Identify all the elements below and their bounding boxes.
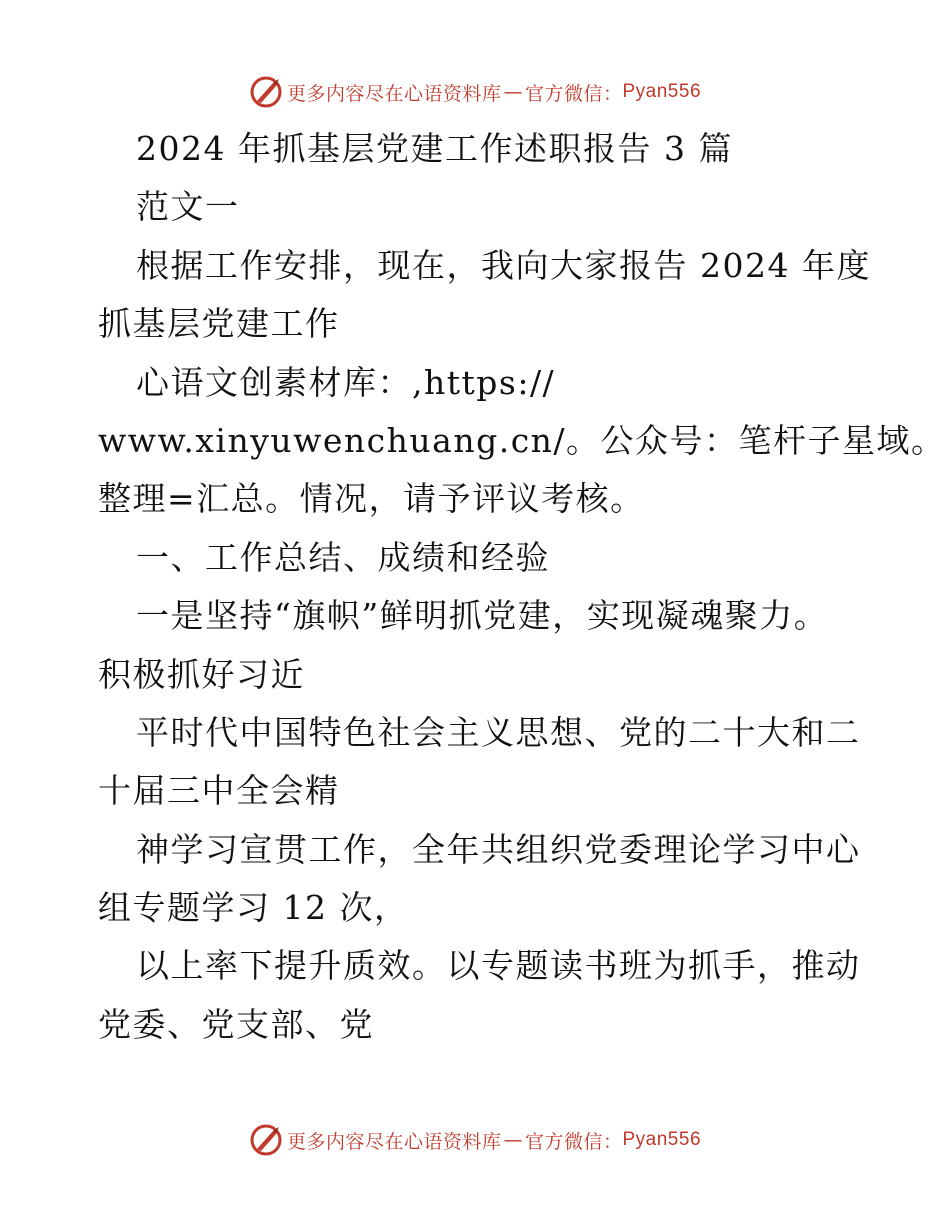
document-text-line: 平时代中国特色社会主义思想、党的二十大和二: [136, 712, 861, 752]
document-body: [98, 120, 946, 1054]
watermark-wechat-label: 官方微信：: [524, 82, 623, 105]
header-watermark: [0, 72, 950, 112]
footer-watermark: [0, 1120, 950, 1160]
watermark-wechat-label: 官方微信：: [524, 1130, 623, 1153]
document-text-line: 以上率下提升质效。以专题读书班为抓手，推动: [136, 946, 861, 986]
watermark-separator: —: [503, 1129, 523, 1151]
watermark-wechat-id: Pyan556: [622, 81, 702, 102]
watermark-main-text: 更多内容尽在心语资料库: [286, 82, 502, 105]
document-text-line: 十届三中全会精: [98, 771, 340, 811]
document-text-line: 神学习宣贯工作，全年共组织党委理论学习中心: [136, 829, 861, 869]
document-text-line: 根据工作安排，现在，我向大家报告 2024 年度: [136, 245, 871, 285]
watermark-main-text: 更多内容尽在心语资料库: [286, 1130, 502, 1153]
document-text-line: 一是坚持“旗帜”鲜明抓党建，实现凝魂聚力。: [136, 596, 829, 636]
document-text-line: 一、工作总结、成绩和经验: [136, 537, 550, 577]
document-text-line: www.xinyuwenchuang.cn/。公众号：笔杆子星域。: [98, 420, 946, 460]
document-text-line: 2024 年抓基层党建工作述职报告 3 篇: [136, 129, 733, 168]
document-text-line: 抓基层党建工作: [98, 304, 340, 344]
document-text-line: 心语文创素材库：,https://: [136, 362, 556, 402]
quill-logo-icon: [249, 75, 283, 109]
document-text-line: 积极抓好习近: [98, 654, 305, 694]
watermark-separator: —: [503, 81, 523, 103]
document-text-line: 党委、党支部、党: [98, 1004, 374, 1044]
document-text-line: 组专题学习 12 次，: [98, 888, 409, 928]
quill-logo-icon: [249, 1123, 283, 1157]
document-text-line: 整理=汇总。情况，请予评议考核。: [98, 479, 645, 519]
document-text-line: 范文一: [136, 187, 240, 227]
watermark-wechat-id: Pyan556: [622, 1129, 702, 1150]
